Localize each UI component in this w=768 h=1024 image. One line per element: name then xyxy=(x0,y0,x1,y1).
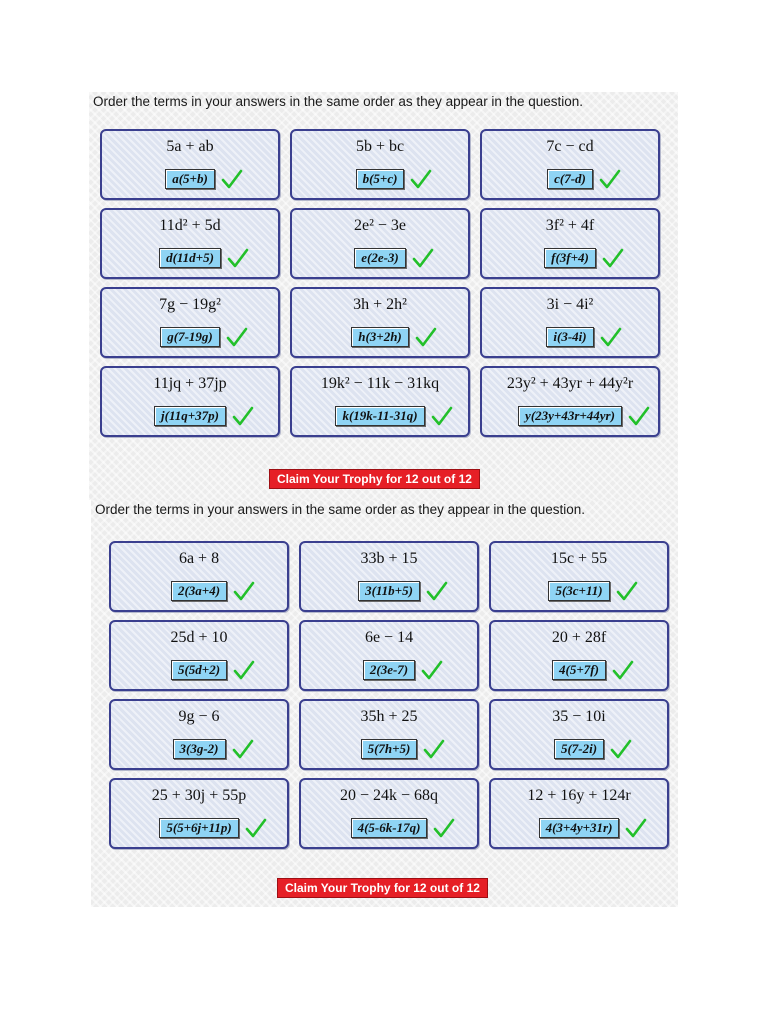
answer-input[interactable]: a(5+b) xyxy=(165,169,215,189)
checkmark-icon xyxy=(433,818,455,838)
checkmark-icon xyxy=(233,660,255,680)
checkmark-icon xyxy=(221,169,243,189)
question-expression: 25d + 10 xyxy=(170,629,228,646)
question-card xyxy=(290,366,470,437)
question-expression: 35 − 10i xyxy=(552,708,606,725)
answer-input[interactable]: 5(5+6j+11p) xyxy=(159,818,238,838)
answer-row xyxy=(491,818,667,838)
answer-input[interactable]: d(11d+5) xyxy=(159,248,221,268)
question-card xyxy=(299,620,479,691)
answer-input[interactable]: b(5+c) xyxy=(356,169,405,189)
answer-input[interactable]: j(11q+37p) xyxy=(154,406,226,426)
claim-trophy-button[interactable]: Claim Your Trophy for 12 out of 12 xyxy=(277,878,488,898)
answer-row xyxy=(301,660,477,680)
answer-row xyxy=(482,169,658,189)
answer-input[interactable]: 4(3+4y+31r) xyxy=(539,818,620,838)
checkmark-icon xyxy=(227,248,249,268)
question-expression: 6a + 8 xyxy=(178,550,220,567)
answer-row xyxy=(102,327,278,347)
answer-input[interactable]: 4(5-6k-17q) xyxy=(351,818,428,838)
instructions-text: Order the terms in your answers in the same order as they appear in the question. xyxy=(95,502,586,517)
checkmark-icon xyxy=(610,739,632,759)
checkmark-icon xyxy=(431,406,453,426)
checkmark-icon xyxy=(616,581,638,601)
checkmark-icon xyxy=(628,406,650,426)
question-expression: 3i − 4i² xyxy=(546,296,594,313)
question-expression: 25 + 30j + 55p xyxy=(151,787,247,804)
question-grid xyxy=(109,541,669,849)
question-card xyxy=(100,366,280,437)
question-card xyxy=(290,208,470,279)
answer-input[interactable]: 3(3g-2) xyxy=(173,739,226,759)
question-card xyxy=(480,366,660,437)
answer-row xyxy=(292,169,468,189)
question-card xyxy=(109,699,289,770)
question-expression: 11d² + 5d xyxy=(159,217,221,234)
answer-input[interactable]: 2(3a+4) xyxy=(171,581,227,601)
checkmark-icon xyxy=(612,660,634,680)
answer-row xyxy=(102,248,278,268)
question-expression: 6e − 14 xyxy=(364,629,414,646)
question-grid xyxy=(100,129,660,437)
question-expression: 35h + 25 xyxy=(360,708,418,725)
question-card xyxy=(100,129,280,200)
question-expression: 20 − 24k − 68q xyxy=(339,787,439,804)
question-expression: 7g − 19g² xyxy=(159,296,221,313)
question-card xyxy=(480,208,660,279)
question-card xyxy=(480,287,660,358)
question-card xyxy=(109,541,289,612)
question-expression: 7c − cd xyxy=(546,138,594,155)
checkmark-icon xyxy=(599,169,621,189)
checkmark-icon xyxy=(600,327,622,347)
question-expression: 2e² − 3e xyxy=(353,217,407,234)
answer-row xyxy=(111,818,287,838)
exercise-panel-2 xyxy=(91,500,678,907)
question-expression: 20 + 28f xyxy=(551,629,607,646)
question-card xyxy=(489,620,669,691)
checkmark-icon xyxy=(602,248,624,268)
checkmark-icon xyxy=(625,818,647,838)
answer-row xyxy=(482,327,658,347)
claim-trophy-button[interactable]: Claim Your Trophy for 12 out of 12 xyxy=(269,469,480,489)
answer-input[interactable]: 5(7-2i) xyxy=(554,739,604,759)
question-expression: 33b + 15 xyxy=(360,550,418,567)
question-card xyxy=(480,129,660,200)
answer-row xyxy=(102,406,278,426)
question-expression: 23y² + 43yr + 44y²r xyxy=(506,375,634,392)
question-expression: 5a + ab xyxy=(166,138,214,155)
question-expression: 3h + 2h² xyxy=(353,296,407,313)
checkmark-icon xyxy=(232,406,254,426)
answer-input[interactable]: 2(3e-7) xyxy=(363,660,415,680)
answer-input[interactable]: c(7-d) xyxy=(547,169,593,189)
answer-row xyxy=(102,169,278,189)
answer-row xyxy=(111,581,287,601)
question-expression: 15c + 55 xyxy=(550,550,608,567)
question-card xyxy=(290,287,470,358)
answer-input[interactable]: y(23y+43r+44yr) xyxy=(518,406,622,426)
answer-input[interactable]: g(7-19g) xyxy=(160,327,220,347)
question-expression: 19k² − 11k − 31kq xyxy=(320,375,440,392)
checkmark-icon xyxy=(412,248,434,268)
answer-row xyxy=(292,406,468,426)
checkmark-icon xyxy=(232,739,254,759)
answer-row xyxy=(301,581,477,601)
checkmark-icon xyxy=(245,818,267,838)
question-card xyxy=(109,778,289,849)
answer-row xyxy=(482,406,658,426)
question-expression: 3f² + 4f xyxy=(545,217,595,234)
checkmark-icon xyxy=(410,169,432,189)
answer-input[interactable]: 4(5+7f) xyxy=(552,660,606,680)
exercise-panel-1 xyxy=(89,92,678,500)
answer-row xyxy=(491,739,667,759)
answer-row xyxy=(491,581,667,601)
answer-row xyxy=(292,248,468,268)
checkmark-icon xyxy=(415,327,437,347)
question-card xyxy=(489,699,669,770)
question-expression: 5b + bc xyxy=(355,138,405,155)
answer-input[interactable]: 5(7h+5) xyxy=(361,739,418,759)
question-card xyxy=(299,699,479,770)
question-card xyxy=(290,129,470,200)
checkmark-icon xyxy=(426,581,448,601)
question-card xyxy=(299,541,479,612)
question-card xyxy=(489,541,669,612)
answer-row xyxy=(111,739,287,759)
checkmark-icon xyxy=(233,581,255,601)
answer-row xyxy=(301,739,477,759)
question-expression: 11jq + 37jp xyxy=(153,375,227,392)
answer-input[interactable]: f(3f+4) xyxy=(544,248,596,268)
answer-input[interactable]: 5(3c+11) xyxy=(548,581,609,601)
question-card xyxy=(489,778,669,849)
checkmark-icon xyxy=(421,660,443,680)
question-expression: 9g − 6 xyxy=(178,708,220,725)
answer-row xyxy=(292,327,468,347)
checkmark-icon xyxy=(423,739,445,759)
question-card xyxy=(299,778,479,849)
answer-row xyxy=(111,660,287,680)
question-card xyxy=(100,208,280,279)
answer-row xyxy=(491,660,667,680)
question-expression: 12 + 16y + 124r xyxy=(527,787,631,804)
question-card xyxy=(100,287,280,358)
answer-row xyxy=(482,248,658,268)
answer-input[interactable]: e(2e-3) xyxy=(354,248,406,268)
answer-row xyxy=(301,818,477,838)
answer-input[interactable]: 3(11b+5) xyxy=(358,581,420,601)
instructions-text: Order the terms in your answers in the same order as they appear in the question. xyxy=(93,94,584,109)
answer-input[interactable]: h(3+2h) xyxy=(351,327,409,347)
answer-input[interactable]: i(3-4i) xyxy=(546,327,593,347)
checkmark-icon xyxy=(226,327,248,347)
question-card xyxy=(109,620,289,691)
answer-input[interactable]: 5(5d+2) xyxy=(171,660,227,680)
answer-input[interactable]: k(19k-11-31q) xyxy=(335,406,424,426)
